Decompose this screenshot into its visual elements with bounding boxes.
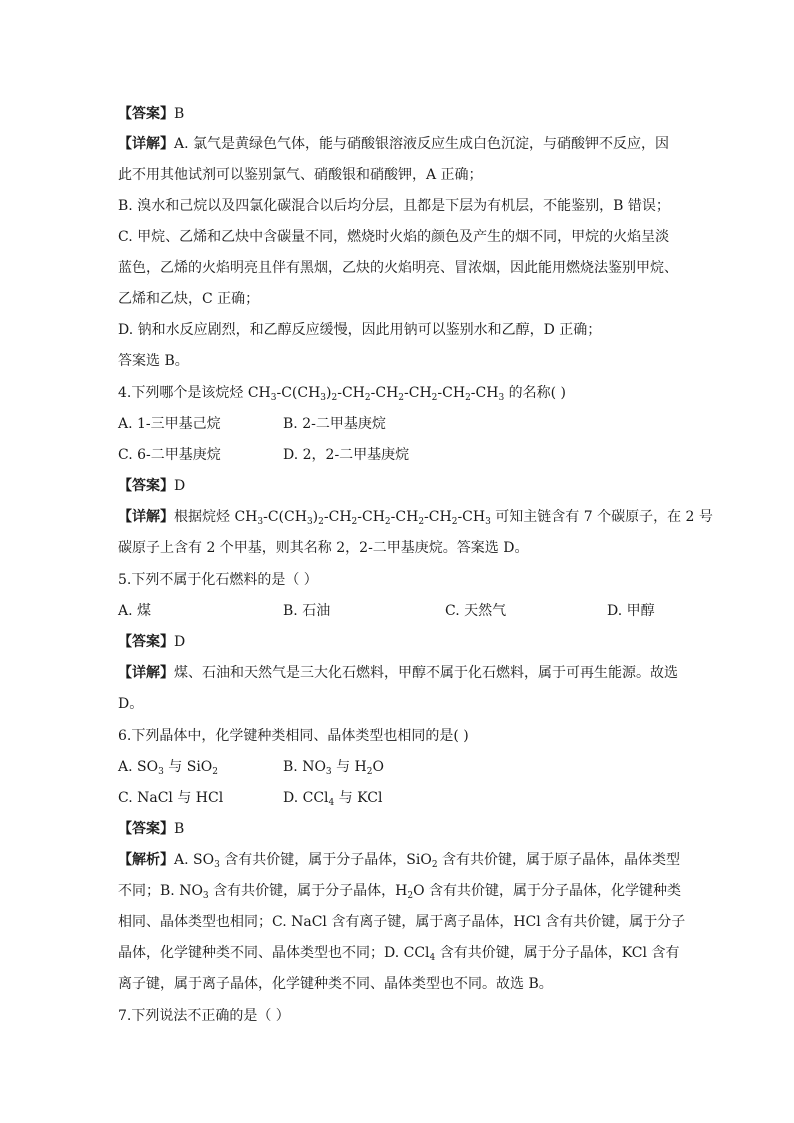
alkane-formula: $CH_3-C(CH_3)_2-CH_2-CH_2-CH_2-CH_2-CH_3$ xyxy=(247,385,505,403)
q4-detail-line-2: 碳原子上含有 2 个甲基，则其名称 2，2-二甲基庚烷。答案选 D。 xyxy=(118,540,529,556)
detail-text: A. 氯气是黄绿色气体，能与硝酸银溶液反应生成白色沉淀，与硝酸钾不反应，因 xyxy=(174,136,670,152)
q6-analysis-line-3: 相同、晶体类型也相同；C. NaCl 含有离子键，属于离子晶体，HCl 含有共价键，属于分子 xyxy=(118,914,686,930)
q3-detail-line-3: B. 溴水和己烷以及四氯化碳混合以后均分层，且都是下层为有机层，不能鉴别，B 错误； xyxy=(118,198,670,214)
detail-tag: 【详解】 xyxy=(118,509,174,525)
answer-value: B xyxy=(174,106,185,122)
q6-stem: 6.下列晶体中，化学键种类相同、晶体类型也相同的是( ) xyxy=(118,728,469,744)
q3-detail-line-5: 蓝色，乙烯的火焰明亮且伴有黑烟，乙炔的火焰明亮、冒浓烟，因此能用燃烧法鉴别甲烷、 xyxy=(118,260,678,276)
q6-option-b: B. $NO_3$ 与 $H_2O$ xyxy=(283,759,384,777)
q3-detail-line-4: C. 甲烷、乙烯和乙炔中含碳量不同，燃烧时火焰的颜色及产生的烟不同，甲烷的火焰呈淡 xyxy=(118,229,670,245)
q5-option-c: C. 天然气 xyxy=(445,603,507,619)
q6-analysis-line-4: 晶体，化学键种类不同、晶体类型也不同；D. CCl$_4$ 含有共价键，属于分子晶体，KCl 含有 xyxy=(118,945,680,963)
q5-stem: 5.下列不属于化石燃料的是（ ） xyxy=(118,572,318,588)
q3-answer xyxy=(118,104,184,124)
answer-tag: 【答案】 xyxy=(118,634,174,650)
q6-answer xyxy=(118,819,184,839)
q5-detail-line-1: 【详解】煤、石油和天然气是三大化石燃料，甲醇不属于化石燃料，属于可再生能源。故选 xyxy=(118,665,678,681)
q3-detail-line-2: 此不用其他试剂可以鉴别氯气、硝酸银和硝酸钾，A 正确； xyxy=(118,167,483,183)
q6-analysis-line-2: 不同；B. $NO_3$ 含有共价键，属于分子晶体，$H_2O$ 含有共价键，属于分子晶体，化学键种类 xyxy=(118,883,681,901)
q6-analysis-line-1: 【解析】A. $SO_3$ 含有共价键，属于分子晶体，SiO$_2$ 含有共价键，属于原子晶体，晶体类型 xyxy=(118,852,681,870)
q5-option-b: B. 石油 xyxy=(283,603,331,619)
q6-option-a: A. $SO_3$ 与 SiO$_2$ xyxy=(118,759,219,777)
stem-text: 的名称( ) xyxy=(504,385,567,401)
answer-tag: 【答案】 xyxy=(118,821,174,837)
q3-detail-line-8: 答案选 B。 xyxy=(118,353,189,369)
q6-option-d: D. CCl$_4$ 与 KCl xyxy=(283,790,383,808)
answer-value: D xyxy=(174,478,186,494)
answer-value: D xyxy=(174,634,186,650)
q4-option-c: C. 6-二甲基庚烷 xyxy=(118,447,221,463)
answer-tag: 【答案】 xyxy=(118,478,174,494)
detail-tag: 【详解】 xyxy=(118,665,174,681)
alkane-formula: $CH_3-C(CH_3)_2-CH_2-CH_2-CH_2-CH_2-CH_3$ xyxy=(234,509,491,527)
q3-detail-line-6: 乙烯和乙炔，C 正确； xyxy=(118,291,260,307)
q3-detail-line-1 xyxy=(118,134,669,154)
q6-option-c: C. NaCl 与 HCl xyxy=(118,790,224,806)
detail-tag: 【详解】 xyxy=(118,136,174,152)
q5-option-d: D. 甲醇 xyxy=(607,603,655,619)
q4-answer xyxy=(118,476,185,496)
answer-tag: 【答案】 xyxy=(118,106,174,122)
q4-detail-line-1: 【详解】根据烷烃 $CH_3-C(CH_3)_2-CH_2-CH_2-CH_2-CH_2-CH_3$ 可知主链含有 7 个碳原子，在 2 号 xyxy=(118,509,713,527)
q4-option-d: D. 2，2-二甲基庚烷 xyxy=(283,447,410,463)
q6-analysis-line-5: 离子键，属于离子晶体，化学键种类不同、晶体类型也不同。故选 B。 xyxy=(118,976,553,992)
answer-value: B xyxy=(174,821,185,837)
q3-detail-line-7: D. 钠和水反应剧烈，和乙醇反应缓慢，因此用钠可以鉴别水和乙醇，D 正确； xyxy=(118,322,602,338)
q5-detail-line-2: D。 xyxy=(118,696,144,712)
stem-text: 4.下列哪个是该烷烃 xyxy=(118,385,248,401)
q4-stem xyxy=(118,383,566,403)
q5-answer xyxy=(118,632,185,652)
q4-option-a: A. 1-三甲基己烷 xyxy=(118,416,221,432)
analysis-tag: 【解析】 xyxy=(118,852,174,868)
q7-stem: 7.下列说法不正确的是（ ） xyxy=(118,1008,290,1024)
q4-option-b: B. 2-二甲基庚烷 xyxy=(283,416,386,432)
q5-option-a: A. 煤 xyxy=(118,603,152,619)
